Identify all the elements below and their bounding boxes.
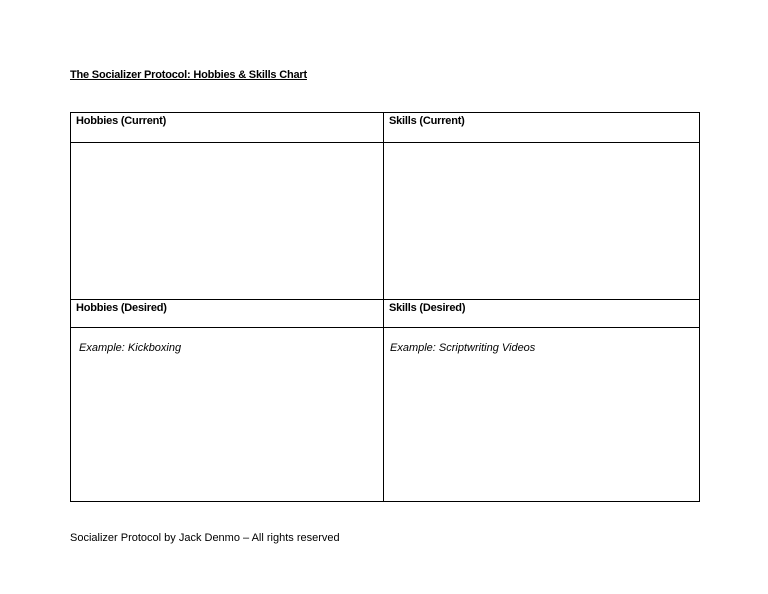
skills-desired-example: Example: Scriptwriting Videos (390, 341, 536, 354)
table-row (71, 113, 700, 143)
document-title: The Socializer Protocol: Hobbies & Skills Chart (70, 69, 307, 81)
skills-current-header-cell (384, 113, 700, 143)
skills-current-header: Skills (Current) (389, 115, 465, 127)
document-footer: Socializer Protocol by Jack Denmo – All rights reserved (70, 532, 340, 544)
table-row (71, 300, 700, 327)
skills-desired-cell[interactable] (384, 327, 700, 501)
hobbies-desired-cell[interactable] (71, 327, 384, 501)
hobbies-current-header-cell (71, 113, 384, 143)
hobbies-skills-table (70, 112, 700, 502)
hobbies-desired-example: Example: Kickboxing (79, 341, 182, 354)
hobbies-desired-header: Hobbies (Desired) (76, 302, 167, 315)
table-row (71, 327, 700, 501)
skills-current-cell[interactable] (384, 143, 700, 300)
hobbies-current-header: Hobbies (Current) (76, 115, 167, 127)
skills-desired-header-cell (384, 300, 700, 327)
table-row (71, 143, 700, 300)
hobbies-desired-header-cell (71, 300, 384, 327)
skills-desired-header: Skills (Desired) (389, 302, 466, 315)
hobbies-current-cell[interactable] (71, 143, 384, 300)
